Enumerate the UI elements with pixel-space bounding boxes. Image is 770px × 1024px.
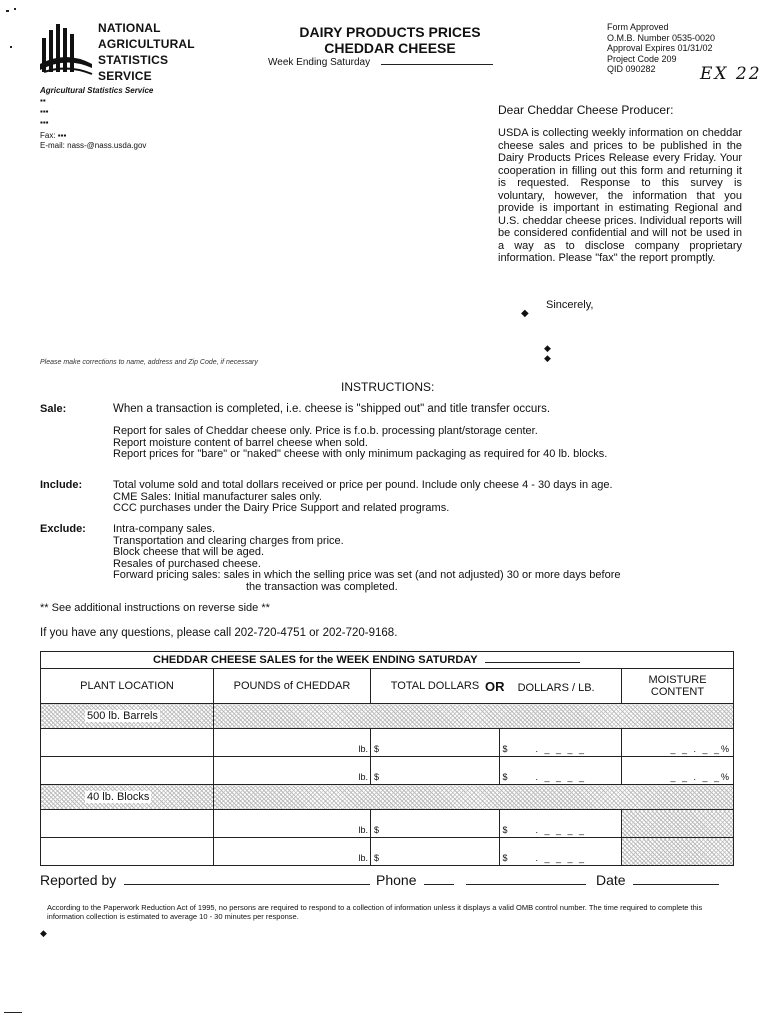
pounds-field[interactable]: lb. [214, 810, 371, 838]
paperwork-notice: According to the Paperwork Reduction Act of 1995, no persons are required to respond to a collection of information unless it displays a valid OMB control number. The time required to complete this information collection is estimated to average 10 - 30 minutes per response. [47, 903, 703, 921]
exclude-label: Exclude: [40, 523, 86, 535]
pounds-field[interactable]: lb. [214, 729, 371, 757]
address-redacted-1: ▪▪ [40, 96, 46, 105]
approval-expires: Approval Expires 01/31/02 [607, 43, 713, 53]
header-plant-location: PLANT LOCATION [41, 669, 214, 704]
plant-location-field[interactable] [41, 729, 214, 757]
table-row [41, 810, 734, 838]
omb-number: O.M.B. Number 0535-0020 [607, 32, 716, 43]
section-barrels-label: 500 lb. Barrels [87, 710, 158, 722]
form-title-line2: CHEDDAR CHEESE [324, 40, 456, 56]
agency-name-line4: SERVICE [98, 69, 152, 83]
signature-mark: ◆ [521, 308, 529, 319]
plant-location-field[interactable] [41, 838, 214, 866]
phone-number-field[interactable] [466, 884, 586, 885]
header-dollars-per-lb: DOLLARS / LB. [517, 681, 595, 694]
phone-row [376, 872, 586, 888]
include-line-2: CME Sales: Initial manufacturer sales only. [113, 490, 322, 503]
fax-line: Fax: ▪▪▪ [40, 131, 67, 140]
dollars-per-lb-field[interactable]: $ . _ _ _ _ [499, 729, 622, 757]
total-dollars-field[interactable]: $ [371, 757, 500, 785]
table-row [41, 757, 734, 785]
dollars-per-lb-field[interactable]: $ . _ _ _ _ [499, 838, 622, 866]
exclude-line-3: Block cheese that will be aged. [113, 546, 265, 558]
agency-name-line1: NATIONAL [98, 21, 161, 35]
total-dollars-field[interactable]: $ [371, 729, 500, 757]
moisture-field[interactable]: _ _ . _ _% [622, 729, 734, 757]
report-line-3: Report prices for "bare" or "naked" cheese with only minimum packaging as required for 40 lb. blocks. [113, 448, 608, 460]
report-line-2: Report moisture content of barrel cheese when sold. [113, 436, 368, 449]
dollars-per-lb-field[interactable]: $ . _ _ _ _ [499, 757, 622, 785]
project-code: Project Code 209 [607, 53, 677, 64]
handwritten-annotation: EX 22 [700, 64, 762, 84]
moisture-field[interactable]: _ _ . _ _% [622, 757, 734, 785]
phone-label: Phone [376, 872, 417, 888]
include-label: Include: [40, 479, 83, 491]
form-title-line1: DAIRY PRODUCTS PRICES [299, 24, 481, 40]
exclude-line-6: the transaction was completed. [246, 580, 398, 593]
sale-text: When a transaction is completed, i.e. cheese is "shipped out" and title transfer occurs. [113, 403, 551, 415]
scan-mark [10, 46, 12, 48]
pounds-field[interactable]: lb. [214, 838, 371, 866]
table-row [41, 729, 734, 757]
table-title-cell [41, 652, 734, 669]
nass-logo-icon [38, 20, 94, 78]
form-approved: Form Approved [607, 22, 669, 32]
signature-mark-2: ◆ ◆ [544, 343, 551, 363]
week-ending-line: Week Ending Saturday [268, 57, 493, 68]
pounds-field[interactable]: lb. [214, 757, 371, 785]
reported-by-row [40, 872, 370, 888]
exclude-line-5: Forward pricing sales: sales in which the selling price was set (and not adjusted) 30 or more days before [113, 569, 621, 581]
plant-location-field[interactable] [41, 757, 214, 785]
include-line-1: Total volume sold and total dollars received or price per pound. Include only cheese 4 - 30 days in age. [113, 479, 613, 491]
table-title: CHEDDAR CHEESE SALES for the WEEK ENDING SATURDAY [153, 654, 478, 666]
plant-location-field[interactable] [41, 810, 214, 838]
scan-mark [14, 8, 16, 10]
agency-name-line2: AGRICULTURAL [98, 37, 195, 51]
sale-label: Sale: [40, 403, 67, 415]
reverse-side-note: ** See additional instructions on reverse side ** [40, 602, 270, 614]
reported-by-field[interactable] [124, 884, 370, 885]
exclude-line-1: Intra-company sales. [113, 523, 216, 535]
date-row [596, 872, 719, 888]
moisture-na-hatch [622, 838, 734, 866]
exclude-line-2: Transportation and clearing charges from price. [113, 534, 344, 547]
section-blocks-cell [41, 785, 214, 810]
include-line-3: CCC purchases under the Dairy Price Support and related programs. [113, 502, 450, 514]
address-redacted-3: ▪▪▪ [40, 118, 49, 127]
total-dollars-field[interactable]: $ [371, 838, 500, 866]
scan-mark [4, 1012, 22, 1013]
office-name: Agricultural Statistics Service [40, 86, 154, 95]
week-ending-field[interactable] [381, 64, 493, 65]
correction-note: Please make corrections to name, address and Zip Code, if necessary [40, 359, 258, 366]
report-line-1: Report for sales of Cheddar cheese only. Price is f.o.b. processing plant/storage center. [113, 425, 538, 437]
nass-logo [38, 20, 94, 78]
cheese-sales-table [40, 651, 734, 866]
header-moisture: MOISTURE CONTENT [622, 669, 734, 704]
letter-body: USDA is collecting weekly information on cheddar cheese sales and prices to be published in the Dairy Products Prices Release every Friday. Your cooperation in filling out this form and returning it is requested. Response to this survey is voluntary, however, the information that you provide is important in estimating Regional and U.S. cheddar cheese prices. Individual reports will be considered confidential and will not be used in a way as to disclose company proprietary information. Please "fax" the report promptly. [498, 127, 742, 264]
qid-number: QID 090282 [607, 64, 656, 74]
bullet-mark: ◆ [40, 928, 47, 938]
dollars-per-lb-field[interactable]: $ . _ _ _ _ [499, 810, 622, 838]
table-week-field[interactable] [485, 662, 580, 663]
address-redacted-2: ▪▪▪ [40, 107, 49, 116]
agency-name-line3: STATISTICS [98, 53, 169, 67]
moisture-na-hatch [622, 810, 734, 838]
exclude-line-4: Resales of purchased cheese. [113, 557, 261, 570]
header-total-dollars: TOTAL DOLLARS [371, 669, 500, 704]
questions-contact: If you have any questions, please call 202-720-4751 or 202-720-9168. [40, 627, 398, 639]
header-pounds: POUNDS of CHEDDAR [214, 669, 371, 704]
instructions-heading: INSTRUCTIONS: [341, 380, 435, 394]
section-blocks-hatch [214, 785, 734, 810]
scan-mark [6, 10, 9, 12]
or-label: OR [485, 678, 505, 694]
letter-salutation: Dear Cheddar Cheese Producer: [498, 103, 674, 117]
section-barrels-hatch [214, 704, 734, 729]
section-barrels-cell [41, 704, 214, 729]
date-field[interactable] [633, 884, 719, 885]
total-dollars-field[interactable]: $ [371, 810, 500, 838]
date-label: Date [596, 872, 626, 888]
table-row [41, 838, 734, 866]
header-per-lb-cell [485, 669, 622, 704]
phone-area-field[interactable] [424, 884, 454, 885]
letter-closing: Sincerely, [546, 299, 594, 311]
section-blocks-label: 40 lb. Blocks [87, 791, 150, 803]
reported-by-label: Reported by [40, 872, 117, 888]
email-line: E-mail: nass-@nass.usda.gov [40, 141, 147, 150]
